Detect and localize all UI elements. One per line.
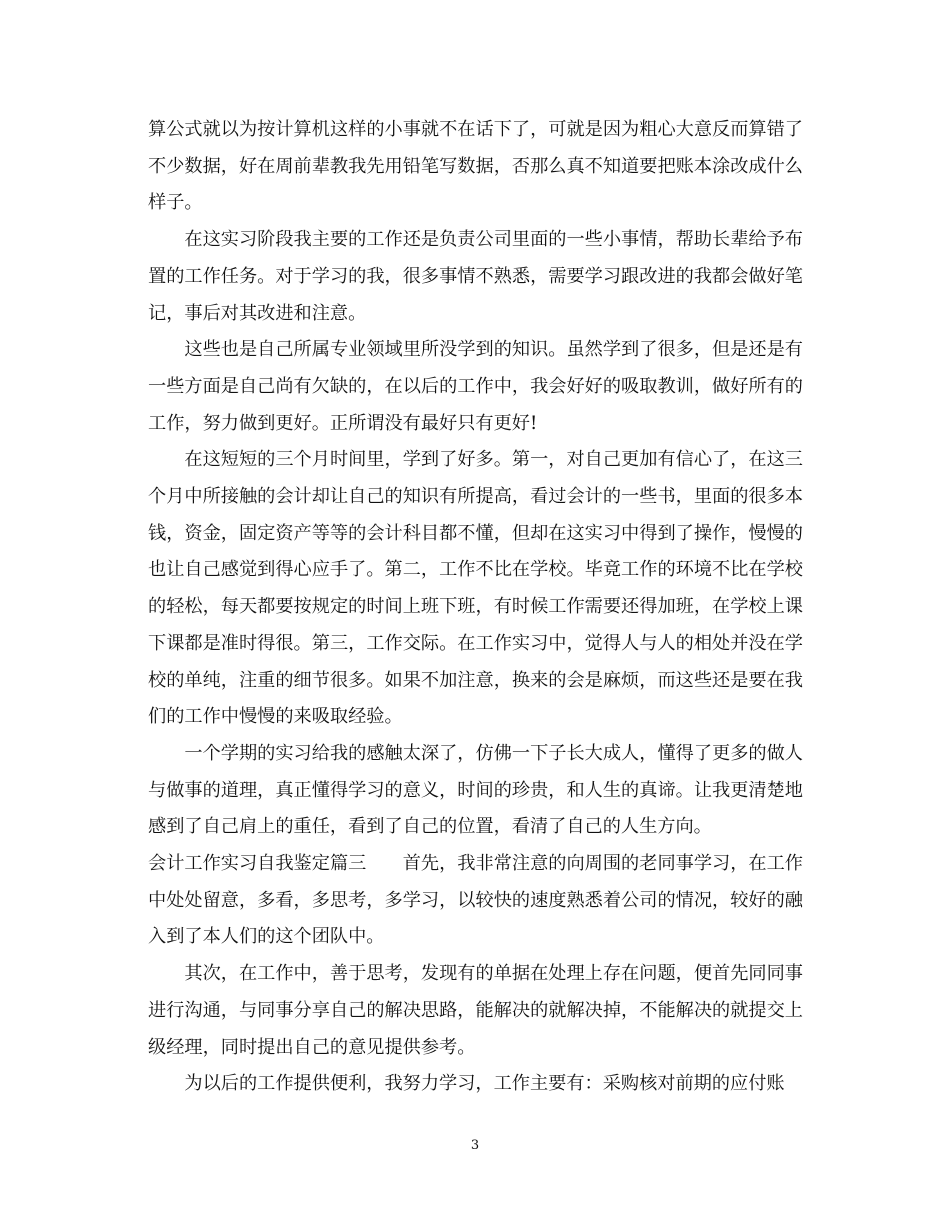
document-body xyxy=(148,112,803,1103)
paragraph: 其次，在工作中，善于思考，发现有的单据在处理上存在问题，便首先同同事进行沟通，与同事分享自己的解决思路，能解决的就解决掉，不能解决的就提交上级经理，同时提出自己的意见提供参考。 xyxy=(148,963,803,1058)
paragraph: 一个学期的实习给我的感触太深了，仿佛一下子长大成人，懂得了更多的做人与做事的道理，真正懂得学习的意义，时间的珍贵，和人生的真谛。让我更清楚地感到了自己肩上的重任，看到了自己的位置，看清了自己的人生方向。 xyxy=(148,742,803,838)
paragraph: 在这实习阶段我主要的工作还是负责公司里面的一些小事情，帮助长辈给予布置的工作任务。对于学习的我，很多事情不熟悉，需要学习跟改进的我都会做好笔记，事后对其改进和注意。 xyxy=(148,229,803,324)
paragraph-continued: 算公式就以为按计算机这样的小事就不在话下了，可就是因为粗心大意反而算错了不少数据，好在周前辈教我先用铅笔写数据，否那么真不知道要把账本涂改成什么样子。 xyxy=(148,119,803,214)
paragraph: 在这短短的三个月时间里，学到了好多。第一，对自己更加有信心了，在这三个月中所接触的会计却让自己的知识有所提高，看过会计的一些书，里面的很多本钱，资金，固定资产等等的会计科目都不懂，但却在这实习中得到了操作，慢慢的也让自己感觉到得心应手了。第二，工作不比在学校。毕竟工作的环境不比在学校的轻松，每天都要按规定的时间上班下班，有时候工作需要还得加班，在学校上课下课都是准时得很。第三，工作交际。在工作实习中，觉得人与人的相处并没在学校的单纯，注重的细节很多。如果不加注意，换来的会是麻烦，而这些还是要在我们的工作中慢慢的来吸取经验。 xyxy=(148,449,803,728)
paragraph: 为以后的工作提供便利，我努力学习，工作主要有：采购核对前期的应付账 xyxy=(184,1073,785,1095)
section-heading-paragraph: 会计工作实习自我鉴定篇三 首先，我非常注意的向周围的老同事学习，在工作中处处留意，多看，多思考，多学习，以较快的速度熟悉着公司的情况，较好的融入到了本人们的这个团队中。 xyxy=(148,853,803,948)
page-number: 3 xyxy=(470,1138,480,1153)
paragraph: 这些也是自己所属专业领域里所没学到的知识。虽然学到了很多，但是还是有一些方面是自己尚有欠缺的，在以后的工作中，我会好好的吸取教训，做好所有的工作，努力做到更好。正所谓没有最好只有更好! xyxy=(148,339,803,434)
